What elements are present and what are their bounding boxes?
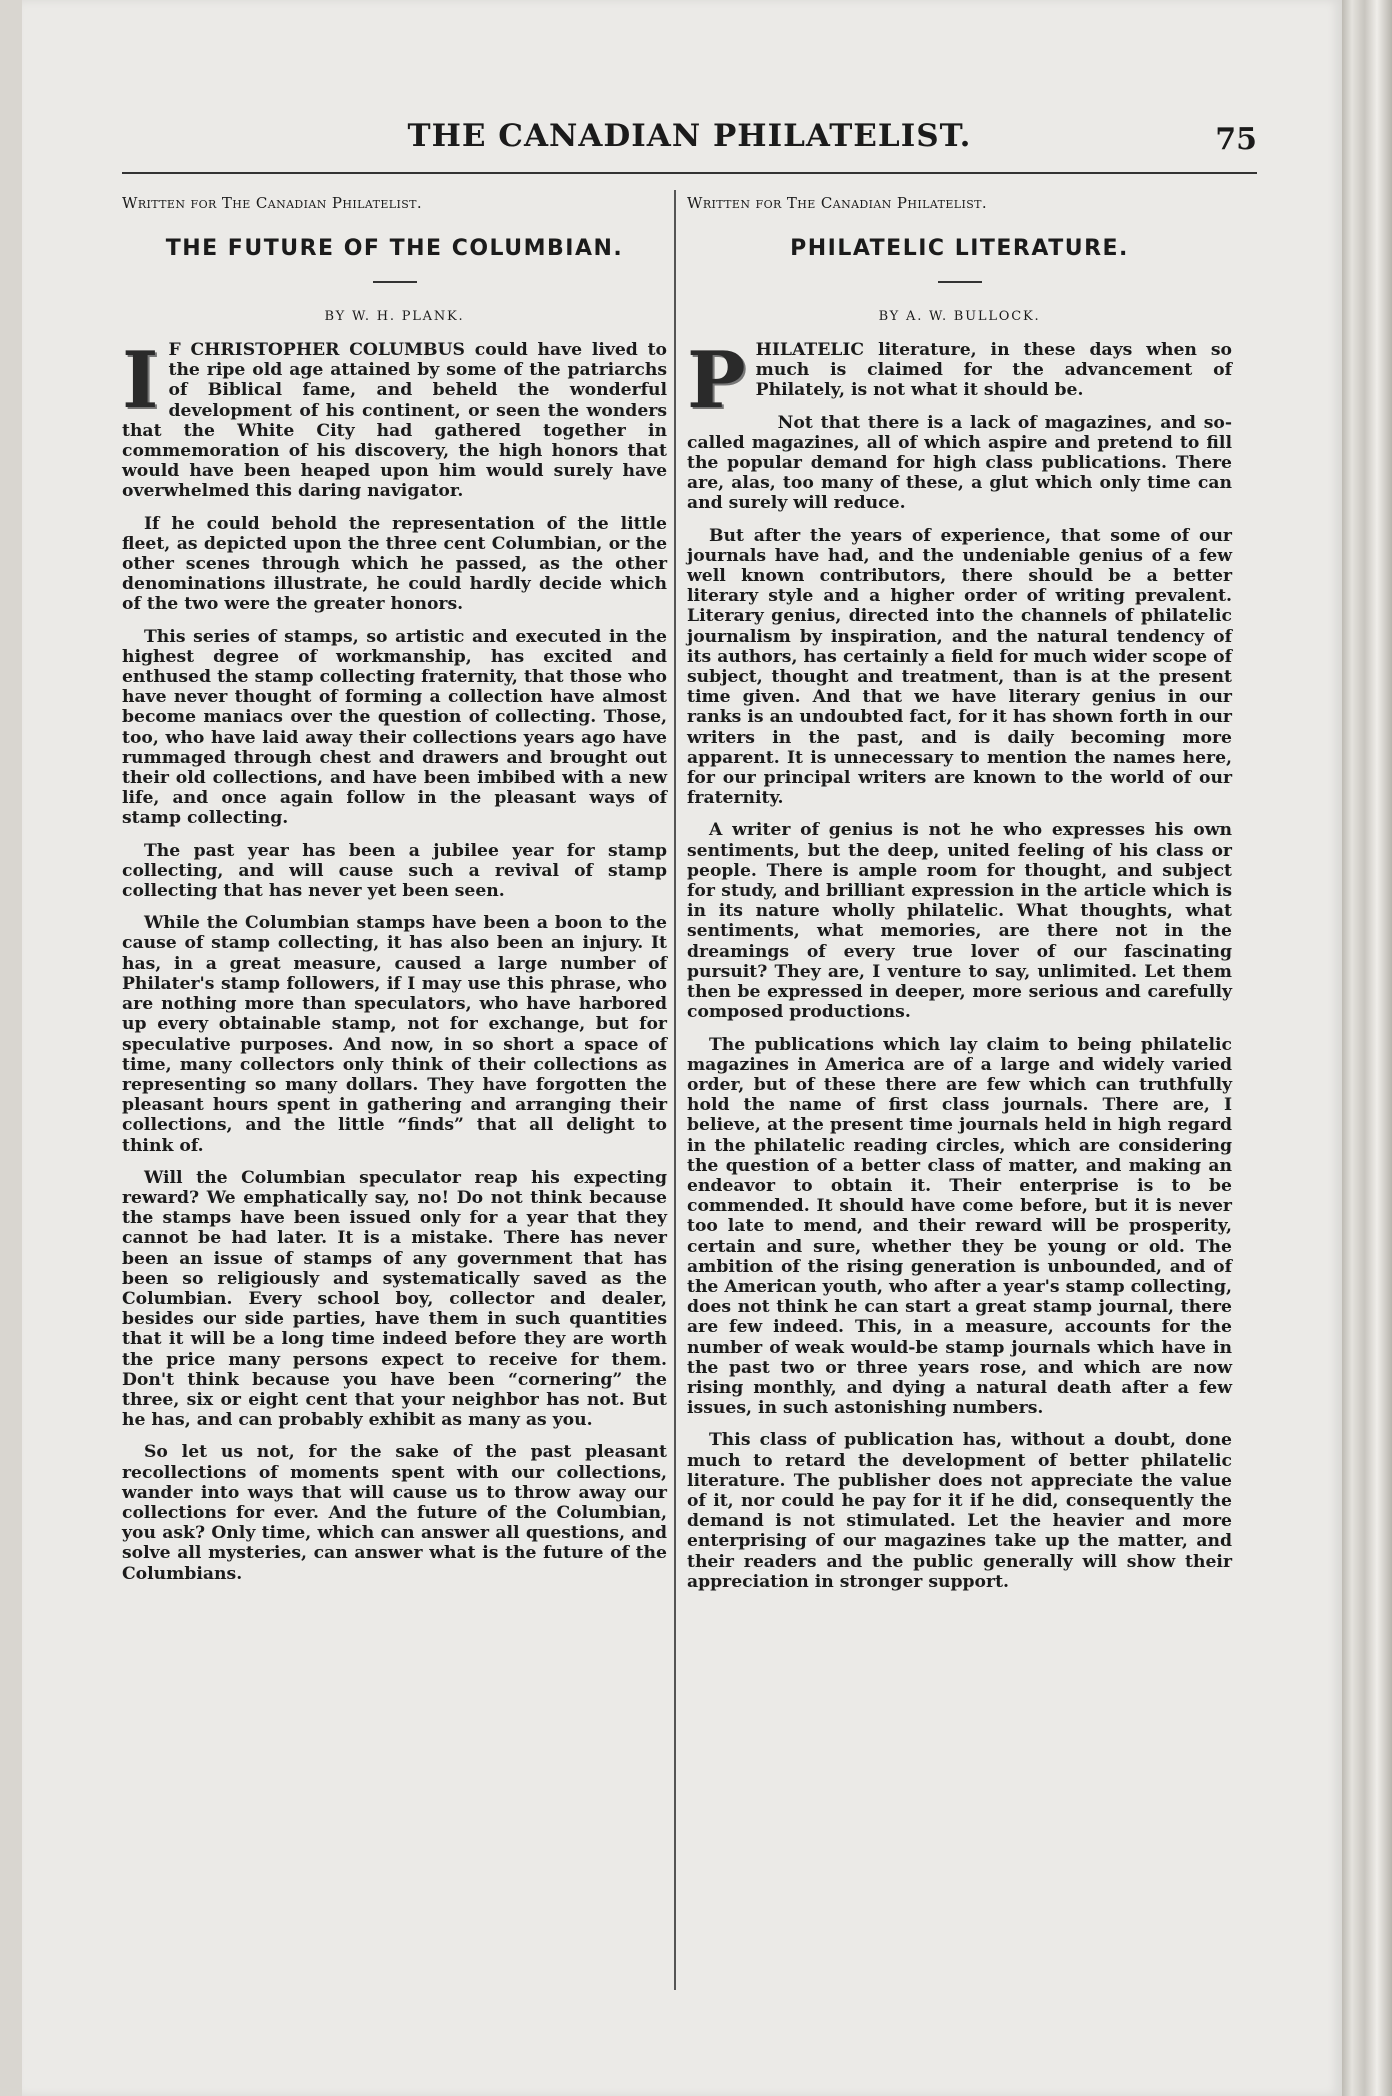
paragraph: While the Columbian stamps have been a boon to the cause of stamp collecting, it has also been an injury. It has, in a great measure, caused a large number of Philater's stamp followers, if I may use this phrase, who are nothing more than speculators, who have harbored up every obtainable stamp, not for exchange, but for speculative purposes. And now, in so short a space of time, many collectors only think of their collections as representing so many dollars. They have forgotten the pleasant hours spent in gathering and arranging their collections, and the little “finds” that all delight to think of. <box>122 913 667 1156</box>
right-article <box>687 192 1232 1604</box>
drop-cap: P <box>687 335 746 426</box>
paragraph: If he could behold the representation of the little fleet, as depicted upon the three cent Columbian, or the other scenes through which he passed, as the other denominations illustrate, he could hardly decide which of the two were the greater honors. <box>122 513 667 615</box>
article-body <box>122 335 668 1584</box>
title-rule <box>373 281 417 283</box>
paragraph: Will the Columbian speculator reap his expecting reward? We emphatically say, no! Do not think because the stamps have been issued only for a year that they cannot be had later. It is a mistake. There has never been an issue of stamps of any government that has been so religiously and systematically saved as the Columbian. Every school boy, collector and dealer, besides our side parties, have them in such quantities that it will be a long time indeed before they are worth the price many persons expect to receive for them. Don't think because you have been “cornering” the three, six or eight cent that your neighbor has not. But he has, and can probably exhibit as many as you. <box>122 1167 667 1431</box>
paragraph: This series of stamps, so artistic and executed in the highest degree of workmanship, has excited and enthused the stamp collecting fraternity, that those who have never thought of forming a collection have almost become maniacs over the question of collecting. Those, too, who have laid away their collections years ago have rummaged through chest and drawers and brought out their old collections, and have been imbibed with a new life, and once again follow in the pleasant ways of stamp collecting. <box>122 626 667 829</box>
title-rule <box>938 281 982 283</box>
written-for-note: Written for The Canadian Philatelist. <box>122 194 423 212</box>
lead-words: HILATELIC <box>755 340 865 360</box>
paragraph: The publications which lay claim to being philatelic magazines in America are of a large and widely varied order, but of these there are few which can truthfully hold the name of first class journals. There are, I believe, at the present time journals held in high regard in the philatelic reading circles, which are considering the question of a better class of matter, and making an endeavor to obtain it. Their enterprise is to be commended. It should have come before, but it is never too late to mend, and their reward will be prosperity, certain and sure, whether they be young or old. The ambition of the rising generation is unbounded, and of the American youth, who after a year's stamp collecting, does not think he can start a great stamp journal, there are few indeed. This, in a measure, accounts for the number of weak would-be stamp journals which have in the past two or three years rose, and which are now rising monthly, and dying a natural death after a few issues, in such astonishing numbers. <box>687 1034 1232 1419</box>
paragraph: The past year has been a jubilee year for stamp collecting, and will cause such a revival of stamp collecting that has never yet been seen. <box>122 840 667 902</box>
column-divider <box>674 190 676 1990</box>
paragraph: PHILATELIC literature, in these days when so much is claimed for the advancement of Philately, is not what it should be. <box>687 335 1232 426</box>
paragraph: This class of publication has, without a doubt, done much to retard the development of better philatelic literature. The publisher does not appreciate the value of it, nor could he pay for it if he did, consequently the demand is not stimulated. Let the heavier and more enterprising of our magazines take up the matter, and their readers and the public generally will show their appreciation in stronger support. <box>687 1430 1232 1592</box>
byline: BY A. W. BULLOCK. <box>878 309 1041 324</box>
paragraph: But after the years of experience, that some of our journals have had, and the undeniable genius of a few well known contributors, there should be a better literary style and a higher order of writing prevalent. Literary genius, directed into the channels of philatelic journalism by inspiration, and the natural tendency of its authors, has certainly a field for much wider scope of subject, thought and treatment, than is at the present time given. And that we have literary genius in our ranks is an undoubted fact, for it has shown forth in our writers in the past, and is daily becoming more apparent. It is unnecessary to mention the names here, for our principal writers are known to the world of our fraternity. <box>687 525 1232 809</box>
running-title: THE CANADIAN PHILATELIST. <box>407 118 972 154</box>
paragraph: I F CHRISTOPHER COLUMBUS could have lived to the ripe old age attained by some of the patriarchs of Biblical fame, and beheld the wonderful development of his continent, or seen the wonders that the White City had gathered together in commemoration of his discovery, the high honors that would have been heaped upon him would surely have overwhelmed this daring navigator. <box>122 335 668 502</box>
article-title: PHILATELIC LITERATURE. <box>790 236 1129 261</box>
article-title: THE FUTURE OF THE COLUMBIAN. <box>165 236 624 261</box>
drop-cap: I <box>122 335 159 426</box>
page <box>22 0 1342 2096</box>
paragraph: Not that there is a lack of magazines, and so-called magazines, all of which aspire and pretend to fill the popular demand for high class publications. There are, alas, too many of these, a glut which only time can and surely will reduce. <box>687 412 1232 514</box>
page-edge <box>1342 0 1392 2096</box>
lead-words: F CHRISTOPHER COLUMBUS <box>168 340 465 360</box>
paragraph: So let us not, for the sake of the past pleasant recollections of moments spent with our collections, wander into ways that will cause us to throw away our collections for ever. And the future of the Columbian, you ask? Only time, which can answer all questions, and solve all mysteries, can answer what is the future of the Columbians. <box>122 1442 667 1584</box>
page-header <box>122 112 1257 174</box>
paragraph: A writer of genius is not he who expresses his own sentiments, but the deep, united feeling of his class or people. There is ample room for thought, and subject for study, and brilliant expression in the article which is in its nature wholly philatelic. What thoughts, what sentiments, what memories, are there not in the dreamings of every true lover of our fascinating pursuit? They are, I venture to say, unlimited. Let them then be expressed in deeper, more serious and carefully composed productions. <box>687 820 1232 1023</box>
byline: BY W. H. PLANK. <box>324 309 465 324</box>
page-number: 75 <box>1215 122 1257 157</box>
written-for-note: Written for The Canadian Philatelist. <box>687 194 988 212</box>
article-body <box>687 335 1232 1592</box>
left-article <box>122 192 667 1596</box>
